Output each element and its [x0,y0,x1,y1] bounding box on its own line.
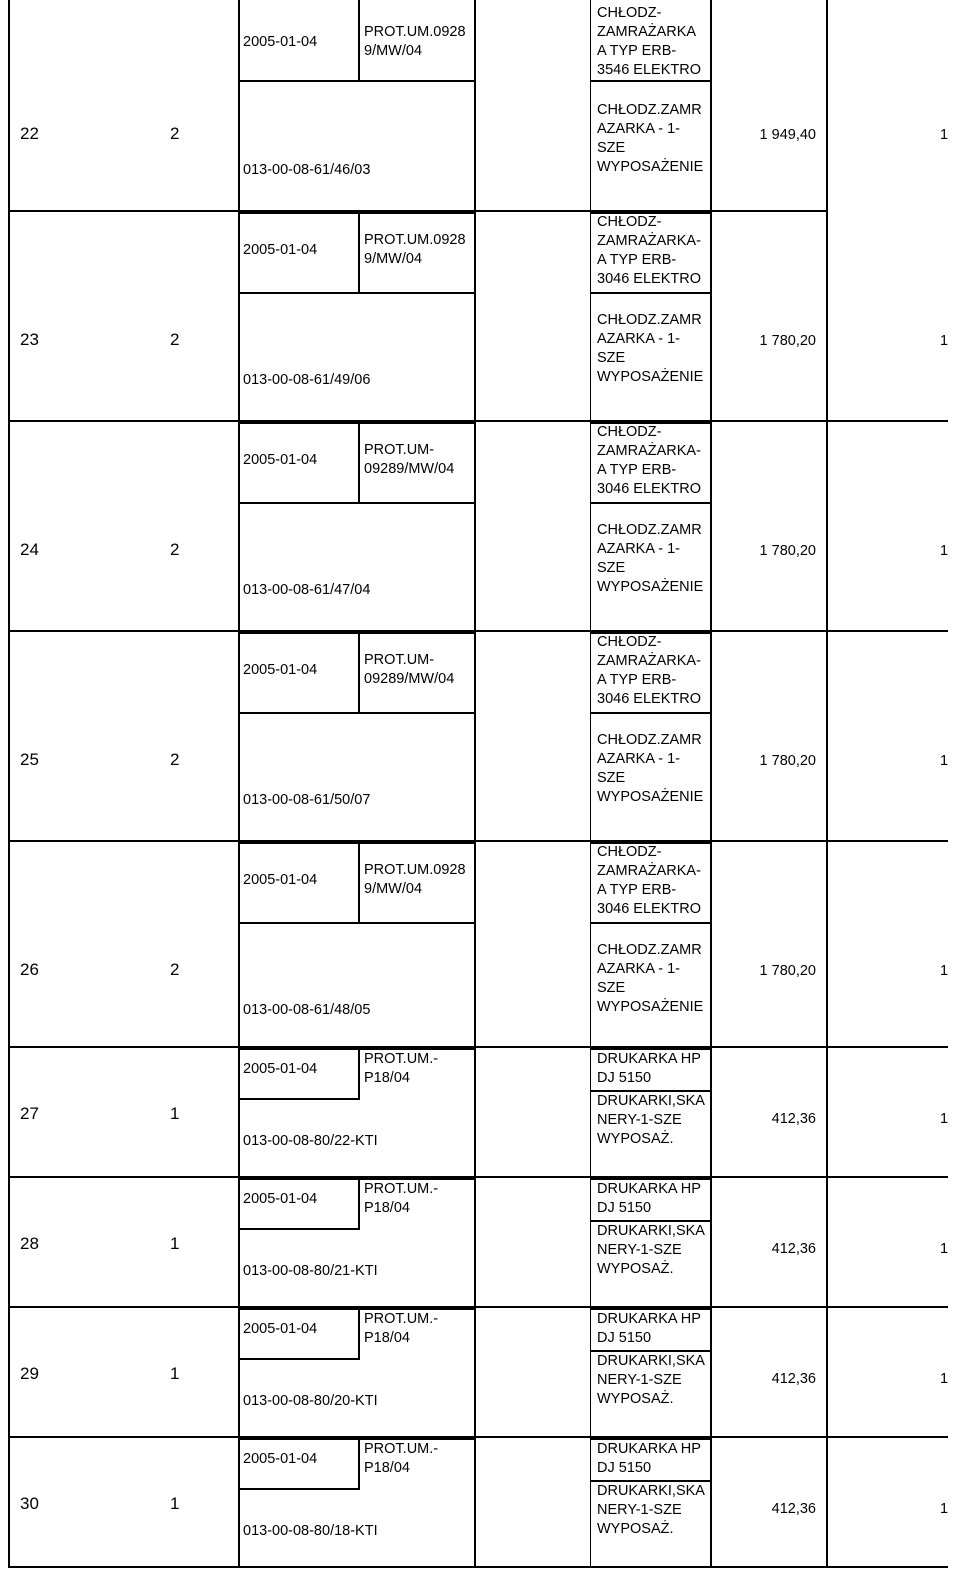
item-name-cell: CHŁODZ.ZAMR [597,732,702,748]
table-border [590,922,712,924]
item-name-cell: A TYP ERB- [597,43,677,59]
item-name-cell: DJ 5150 [597,1330,652,1346]
table-border [590,422,591,632]
table-border [8,1048,10,1178]
item-name-cell: CHŁODZ.ZAMR [597,942,702,958]
inventory-number: 013-00-08-80/18-KTI [243,1523,378,1539]
item-name-cell: AZARKA - 1- [597,541,680,557]
table-border [590,1438,591,1568]
item-name-cell: CHŁODZ- [597,424,662,440]
inventory-number: 013-00-08-61/48/05 [243,1002,371,1018]
item-name-cell: DRUKARKA HP [597,1311,701,1327]
last-column-value: 1 [940,1371,949,1387]
table-border [238,1438,240,1568]
item-name-cell: ZAMRAŻARKA [597,24,697,40]
table-border [590,0,591,82]
item-name-cell: SZE [597,560,626,576]
date-cell: 2005-01-04 [243,34,318,50]
protocol-cell: P18/04 [364,1330,410,1346]
item-name-cell: DRUKARKI,SKA [597,1353,705,1369]
date-cell: 2005-01-04 [243,662,318,678]
row-quantity: 1 [170,1234,180,1253]
item-name-cell: WYPOSAŻENIE [597,999,704,1015]
table-border [8,1306,948,1308]
table-border [238,292,476,294]
item-name-cell: CHŁODZ- [597,214,662,230]
protocol-cell: PROT.UM.- [364,1441,439,1457]
table-border [710,212,712,422]
table-border [474,842,476,1048]
item-name-cell: SZE [597,980,626,996]
item-value: 1 949,40 [759,127,816,143]
row-number: 28 [20,1234,39,1253]
item-value: 1 780,20 [759,333,816,349]
item-name-cell: DJ 5150 [597,1070,652,1086]
date-cell: 2005-01-04 [243,242,318,258]
table-border [238,82,240,212]
item-name-cell: CHŁODZ.ZAMR [597,522,702,538]
inventory-number: 013-00-08-80/22-KTI [243,1133,378,1149]
table-border [358,212,360,292]
table-border [8,1178,10,1308]
item-name-cell: 3046 ELEKTRO [597,481,701,497]
table-border [238,1228,360,1230]
inventory-number: 013-00-08-80/20-KTI [243,1393,378,1409]
table-border [358,0,360,82]
protocol-cell: 9/MW/04 [364,881,423,897]
inventory-number: 013-00-08-61/46/03 [243,162,371,178]
item-name-cell: WYPOSAŻENIE [597,789,704,805]
table-border [826,1438,828,1568]
item-name-cell: DJ 5150 [597,1460,652,1476]
table-border [238,1358,360,1360]
table-border [710,422,712,632]
item-name-cell: AZARKA - 1- [597,751,680,767]
table-border [710,842,712,1048]
table-border [474,1308,476,1438]
table-border [826,1048,828,1178]
table-border [590,82,591,212]
table-border [826,842,828,1048]
last-column-value: 1 [940,1111,949,1127]
table-border [238,922,476,924]
protocol-cell: PROT.UM.- [364,1051,439,1067]
item-value: 412,36 [771,1111,816,1127]
table-border [590,80,712,82]
table-border [238,1488,360,1490]
table-border [590,712,712,714]
table-border [710,0,712,82]
table-border [474,1178,476,1308]
item-name-cell: CHŁODZ.ZAMR [597,312,702,328]
table-border [474,1438,476,1568]
row-quantity: 1 [170,1104,180,1123]
table-border [590,1048,591,1178]
row-number: 24 [20,540,39,559]
table-border [8,1438,10,1568]
last-column-value: 1 [940,963,949,979]
row-number: 27 [20,1104,39,1123]
table-border [8,1308,10,1438]
protocol-cell: PROT.UM.- [364,1311,439,1327]
table-border [8,420,948,422]
table-border [238,712,476,714]
table-border [8,0,10,82]
item-name-cell: A TYP ERB- [597,672,677,688]
inventory-number: 013-00-08-80/21-KTI [243,1263,378,1279]
table-border [590,632,591,842]
item-name-cell: WYPOSAŻ. [597,1261,674,1277]
table-border [8,1176,948,1178]
inventory-number: 013-00-08-61/50/07 [243,792,371,808]
table-border [238,212,476,214]
protocol-cell: 9/MW/04 [364,251,423,267]
table-border [238,1308,476,1310]
table-border [358,1048,360,1098]
date-cell: 2005-01-04 [243,452,318,468]
item-value: 412,36 [771,1241,816,1257]
item-name-cell: NERY-1-SZE [597,1502,682,1518]
table-border [826,82,828,212]
table-border [358,1308,360,1358]
item-name-cell: WYPOSAŻ. [597,1391,674,1407]
table-border [8,82,10,212]
protocol-cell: 9/MW/04 [364,43,423,59]
item-name-cell: NERY-1-SZE [597,1372,682,1388]
item-name-cell: 3046 ELEKTRO [597,691,701,707]
protocol-cell: PROT.UM.0928 [364,24,466,40]
row-quantity: 2 [170,330,180,349]
table-border [474,0,476,82]
item-name-cell: CHŁODZ- [597,634,662,650]
item-name-cell: WYPOSAŻ. [597,1131,674,1147]
table-border [826,212,828,422]
row-quantity: 2 [170,540,180,559]
table-border [238,80,476,82]
last-column-value: 1 [940,333,949,349]
table-border [238,422,240,632]
item-name-cell: 3046 ELEKTRO [597,901,701,917]
table-border [238,632,476,634]
table-border [590,502,712,504]
item-name-cell: ZAMRAŻARKA- [597,863,701,879]
table-border [8,632,10,842]
item-name-cell: DRUKARKA HP [597,1051,701,1067]
item-name-cell: DRUKARKI,SKA [597,1483,705,1499]
last-column-value: 1 [940,127,949,143]
table-border [826,1178,828,1308]
item-name-cell: SZE [597,770,626,786]
row-quantity: 2 [170,960,180,979]
item-name-cell: CHŁODZ- [597,5,662,21]
row-quantity: 1 [170,1494,180,1513]
table-border [238,842,240,1048]
protocol-cell: 09289/MW/04 [364,461,455,477]
table-border [826,0,828,82]
item-name-cell: AZARKA - 1- [597,961,680,977]
table-border [8,842,10,1048]
row-quantity: 2 [170,750,180,769]
table-border [238,632,240,842]
inventory-number: 013-00-08-61/49/06 [243,372,371,388]
item-name-cell: CHŁODZ- [597,844,662,860]
item-value: 412,36 [771,1371,816,1387]
item-name-cell: DJ 5150 [597,1200,652,1216]
table-border [358,632,360,712]
item-name-cell: CHŁODZ.ZAMR [597,102,702,118]
item-name-cell: DRUKARKI,SKA [597,1223,705,1239]
table-border [590,292,712,294]
table-border [238,842,476,844]
date-cell: 2005-01-04 [243,1321,318,1337]
last-column-value: 1 [940,1501,949,1517]
protocol-cell: PROT.UM.- [364,1181,439,1197]
item-name-cell: WYPOSAŻENIE [597,369,704,385]
table-border [710,82,712,212]
table-border [238,1438,476,1440]
protocol-cell: PROT.UM- [364,442,435,458]
row-number: 30 [20,1494,39,1513]
item-value: 1 780,20 [759,963,816,979]
row-number: 25 [20,750,39,769]
last-column-value: 1 [940,753,949,769]
table-border [826,632,828,842]
table-border [474,1048,476,1178]
table-border [8,1046,948,1048]
table-border [8,422,10,632]
table-border [238,1048,240,1178]
item-name-cell: WYPOSAŻ. [597,1521,674,1537]
protocol-cell: P18/04 [364,1460,410,1476]
item-name-cell: A TYP ERB- [597,252,677,268]
row-number: 26 [20,960,39,979]
inventory-number: 013-00-08-61/47/04 [243,582,371,598]
protocol-cell: PROT.UM.0928 [364,862,466,878]
table-border [8,840,948,842]
date-cell: 2005-01-04 [243,872,318,888]
item-name-cell: NERY-1-SZE [597,1112,682,1128]
item-value: 1 780,20 [759,753,816,769]
table-border [474,82,476,212]
item-name-cell: DRUKARKI,SKA [597,1093,705,1109]
protocol-cell: 09289/MW/04 [364,671,455,687]
item-value: 1 780,20 [759,543,816,559]
item-name-cell: 3546 ELEKTRO [597,62,701,78]
protocol-cell: P18/04 [364,1070,410,1086]
table-border [826,422,828,632]
table-border [238,502,476,504]
table-border [358,842,360,922]
row-quantity: 1 [170,1364,180,1383]
item-name-cell: ZAMRAŻARKA- [597,233,701,249]
item-name-cell: AZARKA - 1- [597,121,680,137]
item-name-cell: DRUKARKA HP [597,1441,701,1457]
table-border [358,1438,360,1488]
item-name-cell: DRUKARKA HP [597,1181,701,1197]
item-name-cell: NERY-1-SZE [597,1242,682,1258]
row-number: 22 [20,124,39,143]
table-border [590,212,591,422]
item-value: 412,36 [771,1501,816,1517]
table-border [826,1308,828,1438]
table-border [8,630,948,632]
table-border [238,1178,240,1308]
date-cell: 2005-01-04 [243,1191,318,1207]
table-border [8,212,10,422]
table-border [358,422,360,502]
table-border [590,1308,591,1438]
row-quantity: 2 [170,124,180,143]
table-border [238,1308,240,1438]
table-border [358,1178,360,1228]
table-border [710,632,712,842]
item-name-cell: AZARKA - 1- [597,331,680,347]
table-border [590,1178,591,1308]
date-cell: 2005-01-04 [243,1451,318,1467]
table-border [238,212,240,422]
table-border [590,842,591,1048]
item-name-cell: WYPOSAŻENIE [597,579,704,595]
table-border [8,1566,948,1568]
table-border [8,1436,948,1438]
item-name-cell: A TYP ERB- [597,882,677,898]
table-border [474,422,476,632]
table-border [474,632,476,842]
row-number: 29 [20,1364,39,1383]
table-border [238,1048,476,1050]
protocol-cell: P18/04 [364,1200,410,1216]
row-number: 23 [20,330,39,349]
table-border [474,212,476,422]
table-border [238,0,240,82]
item-name-cell: SZE [597,140,626,156]
date-cell: 2005-01-04 [243,1061,318,1077]
last-column-value: 1 [940,543,949,559]
table-border [238,1098,360,1100]
item-name-cell: A TYP ERB- [597,462,677,478]
protocol-cell: PROT.UM.0928 [364,232,466,248]
item-name-cell: 3046 ELEKTRO [597,271,701,287]
protocol-cell: PROT.UM- [364,652,435,668]
item-name-cell: ZAMRAŻARKA- [597,443,701,459]
item-name-cell: SZE [597,350,626,366]
table-border [238,422,476,424]
item-name-cell: ZAMRAŻARKA- [597,653,701,669]
last-column-value: 1 [940,1241,949,1257]
item-name-cell: WYPOSAŻENIE [597,159,704,175]
table-border [238,1178,476,1180]
